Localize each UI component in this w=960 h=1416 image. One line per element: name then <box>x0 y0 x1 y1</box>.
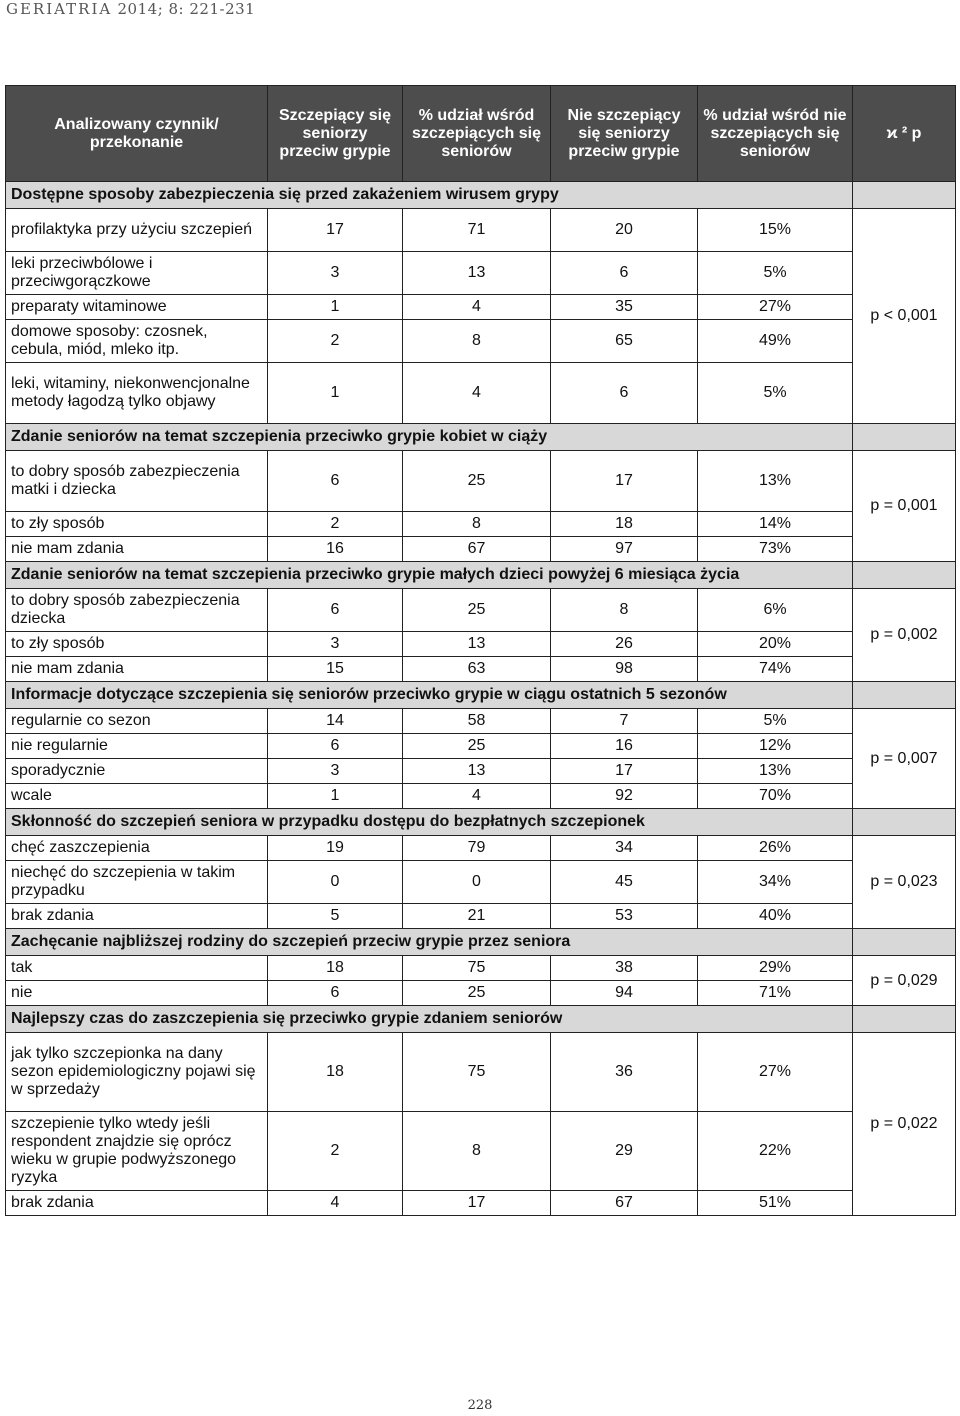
vaccinated-count: 18 <box>268 956 403 981</box>
unvaccinated-pct: 15% <box>698 209 853 252</box>
row-label: brak zdania <box>6 1191 268 1216</box>
section-title: Skłonność do szczepień seniora w przypadku dostępu do bezpłatnych szczepionek <box>6 809 853 836</box>
unvaccinated-count: 20 <box>551 209 698 252</box>
table-row <box>6 784 956 809</box>
vaccinated-pct: 58 <box>403 709 551 734</box>
row-label: profilaktyka przy użyciu szczepień <box>6 209 268 252</box>
unvaccinated-count: 7 <box>551 709 698 734</box>
vaccinated-pct: 13 <box>403 252 551 295</box>
row-label: leki przeciwbólowe i przeciwgorączkowe <box>6 252 268 295</box>
table-row <box>6 1191 956 1216</box>
table-row <box>6 734 956 759</box>
section-header-row <box>6 424 956 451</box>
vaccinated-pct: 4 <box>403 363 551 424</box>
row-label: domowe sposoby: czosnek, cebula, miód, mleko itp. <box>6 320 268 363</box>
vaccinated-count: 3 <box>268 759 403 784</box>
row-label: brak zdania <box>6 904 268 929</box>
table-row <box>6 363 956 424</box>
unvaccinated-pct: 14% <box>698 512 853 537</box>
p-value: p = 0,023 <box>853 836 956 929</box>
unvaccinated-count: 94 <box>551 981 698 1006</box>
table-row <box>6 904 956 929</box>
vaccinated-pct: 25 <box>403 451 551 512</box>
vaccinated-pct: 25 <box>403 734 551 759</box>
header-vaccinated: Szczepiący się seniorzy przeciw grypie <box>268 86 403 182</box>
p-value: p = 0,022 <box>853 1033 956 1216</box>
unvaccinated-count: 18 <box>551 512 698 537</box>
unvaccinated-pct: 27% <box>698 1033 853 1112</box>
vaccinated-count: 6 <box>268 734 403 759</box>
table-row <box>6 512 956 537</box>
unvaccinated-count: 36 <box>551 1033 698 1112</box>
unvaccinated-count: 29 <box>551 1112 698 1191</box>
p-value: p = 0,001 <box>853 451 956 562</box>
row-label: nie regularnie <box>6 734 268 759</box>
row-label: niechęć do szczepienia w takim przypadku <box>6 861 268 904</box>
vaccinated-count: 5 <box>268 904 403 929</box>
vaccinated-count: 6 <box>268 981 403 1006</box>
header-unvaccinated-pct: % udział wśród nie szczepiących się seniorów <box>698 86 853 182</box>
running-head <box>6 0 255 18</box>
vaccinated-pct: 4 <box>403 295 551 320</box>
header-vaccinated-pct: % udział wśród szczepiących się seniorów <box>403 86 551 182</box>
vaccinated-count: 3 <box>268 252 403 295</box>
vaccinated-count: 6 <box>268 589 403 632</box>
vaccinated-count: 3 <box>268 632 403 657</box>
unvaccinated-pct: 51% <box>698 1191 853 1216</box>
row-label: leki, witaminy, niekonwencjonalne metody łagodzą tylko objawy <box>6 363 268 424</box>
vaccinated-pct: 75 <box>403 956 551 981</box>
table-row <box>6 1112 956 1191</box>
unvaccinated-count: 6 <box>551 363 698 424</box>
row-label: chęć zaszczepienia <box>6 836 268 861</box>
table-row <box>6 252 956 295</box>
row-label: regularnie co sezon <box>6 709 268 734</box>
vaccinated-pct: 8 <box>403 512 551 537</box>
row-label: wcale <box>6 784 268 809</box>
unvaccinated-pct: 13% <box>698 759 853 784</box>
unvaccinated-pct: 74% <box>698 657 853 682</box>
vaccinated-count: 1 <box>268 363 403 424</box>
table-row <box>6 709 956 734</box>
row-label: to zły sposób <box>6 512 268 537</box>
section-header-row <box>6 809 956 836</box>
unvaccinated-pct: 5% <box>698 363 853 424</box>
table-row <box>6 981 956 1006</box>
table-row <box>6 956 956 981</box>
section-blank-cell <box>853 682 956 709</box>
unvaccinated-count: 53 <box>551 904 698 929</box>
unvaccinated-pct: 22% <box>698 1112 853 1191</box>
unvaccinated-count: 38 <box>551 956 698 981</box>
vaccinated-pct: 21 <box>403 904 551 929</box>
unvaccinated-pct: 49% <box>698 320 853 363</box>
row-label: nie mam zdania <box>6 537 268 562</box>
section-blank-cell <box>853 424 956 451</box>
table-row <box>6 209 956 252</box>
results-table <box>5 85 956 1216</box>
section-header-row <box>6 682 956 709</box>
header-unvaccinated: Nie szczepiący się seniorzy przeciw grypie <box>551 86 698 182</box>
table-row <box>6 632 956 657</box>
header-chi-square-p: ϰ ² p <box>853 86 956 182</box>
table-row <box>6 836 956 861</box>
vaccinated-count: 1 <box>268 784 403 809</box>
vaccinated-pct: 13 <box>403 759 551 784</box>
p-value: p = 0,007 <box>853 709 956 809</box>
row-label: to zły sposób <box>6 632 268 657</box>
vaccinated-count: 2 <box>268 512 403 537</box>
section-blank-cell <box>853 562 956 589</box>
row-label: preparaty witaminowe <box>6 295 268 320</box>
unvaccinated-count: 34 <box>551 836 698 861</box>
unvaccinated-count: 92 <box>551 784 698 809</box>
unvaccinated-pct: 73% <box>698 537 853 562</box>
vaccinated-pct: 8 <box>403 320 551 363</box>
unvaccinated-pct: 20% <box>698 632 853 657</box>
section-blank-cell <box>853 182 956 209</box>
table-row <box>6 295 956 320</box>
unvaccinated-pct: 26% <box>698 836 853 861</box>
table-row <box>6 759 956 784</box>
table-row <box>6 537 956 562</box>
vaccinated-pct: 25 <box>403 589 551 632</box>
vaccinated-count: 4 <box>268 1191 403 1216</box>
unvaccinated-count: 8 <box>551 589 698 632</box>
table-body <box>6 182 956 1216</box>
page-number: 228 <box>467 1398 493 1413</box>
vaccinated-pct: 4 <box>403 784 551 809</box>
vaccinated-count: 6 <box>268 451 403 512</box>
unvaccinated-count: 98 <box>551 657 698 682</box>
vaccinated-pct: 79 <box>403 836 551 861</box>
p-value: p < 0,001 <box>853 209 956 424</box>
unvaccinated-pct: 71% <box>698 981 853 1006</box>
vaccinated-pct: 25 <box>403 981 551 1006</box>
unvaccinated-pct: 34% <box>698 861 853 904</box>
unvaccinated-pct: 27% <box>698 295 853 320</box>
vaccinated-pct: 0 <box>403 861 551 904</box>
table-row <box>6 451 956 512</box>
section-header-row <box>6 1006 956 1033</box>
vaccinated-count: 2 <box>268 1112 403 1191</box>
unvaccinated-pct: 70% <box>698 784 853 809</box>
section-title: Najlepszy czas do zaszczepienia się przeciwko grypie zdaniem seniorów <box>6 1006 853 1033</box>
vaccinated-pct: 13 <box>403 632 551 657</box>
unvaccinated-count: 16 <box>551 734 698 759</box>
unvaccinated-count: 6 <box>551 252 698 295</box>
table-row <box>6 861 956 904</box>
section-title: Zdanie seniorów na temat szczepienia przeciwko grypie kobiet w ciąży <box>6 424 853 451</box>
unvaccinated-pct: 40% <box>698 904 853 929</box>
vaccinated-count: 14 <box>268 709 403 734</box>
vaccinated-count: 19 <box>268 836 403 861</box>
vaccinated-count: 2 <box>268 320 403 363</box>
vaccinated-pct: 67 <box>403 537 551 562</box>
unvaccinated-pct: 12% <box>698 734 853 759</box>
section-header-row <box>6 562 956 589</box>
section-blank-cell <box>853 1006 956 1033</box>
vaccinated-count: 18 <box>268 1033 403 1112</box>
section-title: Dostępne sposoby zabezpieczenia się przed zakażeniem wirusem grypy <box>6 182 853 209</box>
unvaccinated-count: 67 <box>551 1191 698 1216</box>
unvaccinated-count: 26 <box>551 632 698 657</box>
unvaccinated-count: 45 <box>551 861 698 904</box>
unvaccinated-pct: 29% <box>698 956 853 981</box>
unvaccinated-count: 97 <box>551 537 698 562</box>
unvaccinated-pct: 6% <box>698 589 853 632</box>
row-label: tak <box>6 956 268 981</box>
table-row <box>6 1033 956 1112</box>
section-title: Informacje dotyczące szczepienia się seniorów przeciwko grypie w ciągu ostatnich 5 sezonów <box>6 682 853 709</box>
unvaccinated-pct: 5% <box>698 709 853 734</box>
row-label: to dobry sposób zabezpieczenia matki i dziecka <box>6 451 268 512</box>
table-row <box>6 589 956 632</box>
vaccinated-pct: 17 <box>403 1191 551 1216</box>
section-header-row <box>6 182 956 209</box>
vaccinated-pct: 63 <box>403 657 551 682</box>
row-label: nie <box>6 981 268 1006</box>
p-value: p = 0,029 <box>853 956 956 1006</box>
table-row <box>6 320 956 363</box>
unvaccinated-count: 65 <box>551 320 698 363</box>
section-title: Zachęcanie najbliższej rodziny do szczepień przeciw grypie przez seniora <box>6 929 853 956</box>
unvaccinated-count: 17 <box>551 759 698 784</box>
section-blank-cell <box>853 809 956 836</box>
row-label: szczepienie tylko wtedy jeśli respondent znajdzie się oprócz wieku w grupie podwyższonego ryzyka <box>6 1112 268 1191</box>
vaccinated-count: 15 <box>268 657 403 682</box>
unvaccinated-count: 17 <box>551 451 698 512</box>
vaccinated-count: 17 <box>268 209 403 252</box>
vaccinated-pct: 75 <box>403 1033 551 1112</box>
row-label: to dobry sposób zabezpieczenia dziecka <box>6 589 268 632</box>
section-title: Zdanie seniorów na temat szczepienia przeciwko grypie małych dzieci powyżej 6 miesiąca życia <box>6 562 853 589</box>
unvaccinated-pct: 5% <box>698 252 853 295</box>
unvaccinated-count: 35 <box>551 295 698 320</box>
row-label: sporadycznie <box>6 759 268 784</box>
table-header-row <box>6 86 956 182</box>
vaccinated-count: 16 <box>268 537 403 562</box>
section-blank-cell <box>853 929 956 956</box>
journal-citation: 2014; 8: 221-231 <box>117 0 256 18</box>
journal-name: GERIATRIA <box>6 0 113 18</box>
unvaccinated-pct: 13% <box>698 451 853 512</box>
vaccinated-pct: 8 <box>403 1112 551 1191</box>
p-value: p = 0,002 <box>853 589 956 682</box>
section-header-row <box>6 929 956 956</box>
vaccinated-count: 0 <box>268 861 403 904</box>
row-label: jak tylko szczepionka na dany sezon epidemiologiczny pojawi się w sprzedaży <box>6 1033 268 1112</box>
row-label: nie mam zdania <box>6 657 268 682</box>
vaccinated-pct: 71 <box>403 209 551 252</box>
header-factor: Analizowany czynnik/ przekonanie <box>6 86 268 182</box>
table-row <box>6 657 956 682</box>
vaccinated-count: 1 <box>268 295 403 320</box>
